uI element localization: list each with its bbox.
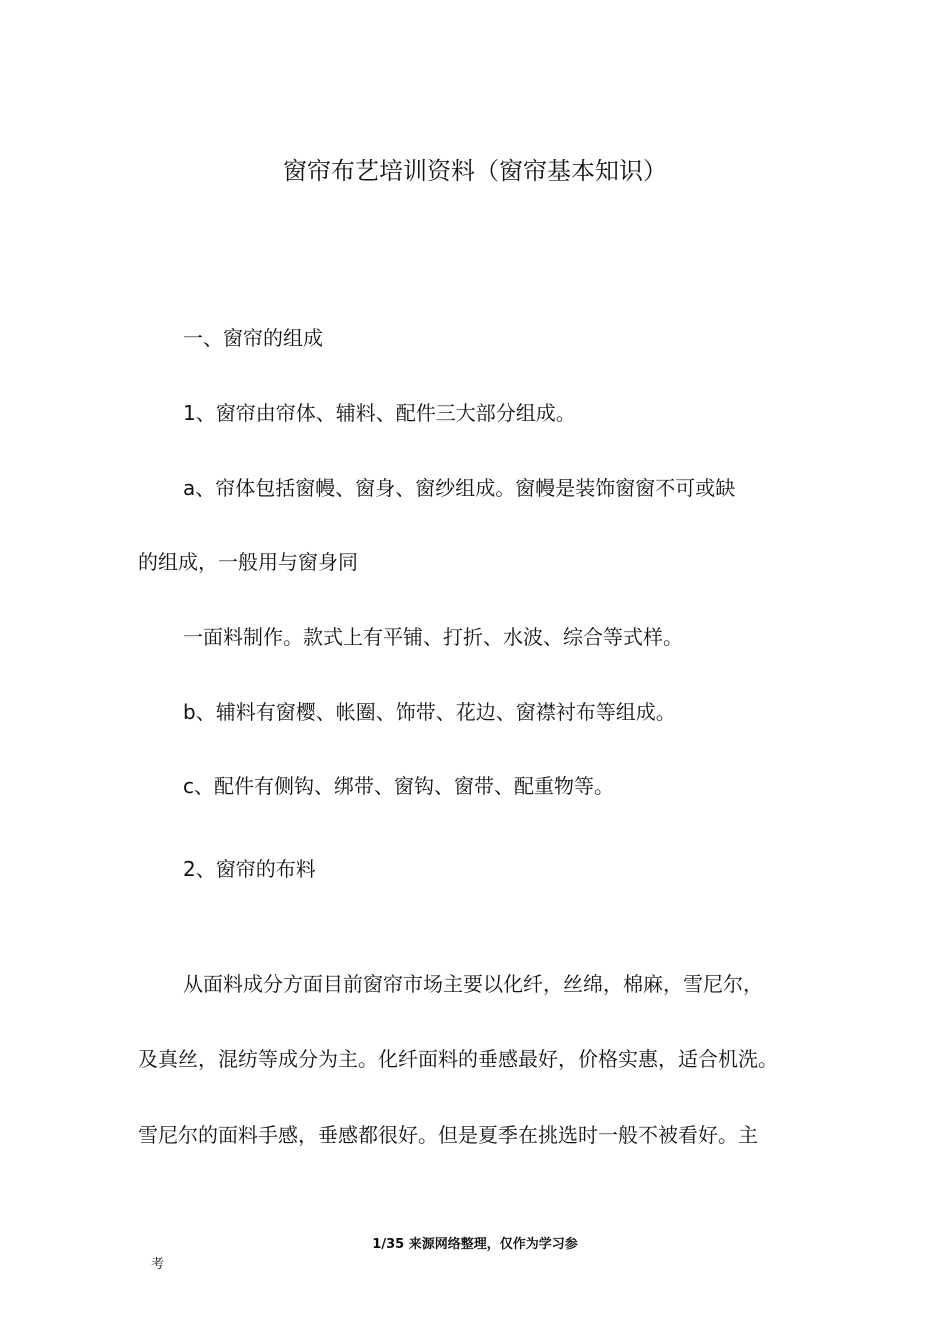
paragraph-line: a、帘体包括窗幔、窗身、窗纱组成。窗幔是装饰窗窗不可或缺 — [183, 476, 736, 500]
paragraph-line: 的组成，一般用与窗身同 — [138, 550, 358, 574]
document-title: 窗帘布艺培训资料（窗帘基本知识） — [283, 157, 667, 185]
paragraph-line: 及真丝，混纺等成分为主。化纤面料的垂感最好，价格实惠，适合机洗。 — [138, 1047, 778, 1071]
page-footer: 1/35 来源网络整理，仅作为学习参 — [372, 1237, 578, 1252]
paragraph-line: 一面料制作。款式上有平铺、打折、水波、综合等式样。 — [183, 625, 683, 649]
paragraph-line: 雪尼尔的面料手感，垂感都很好。但是夏季在挑选时一般不被看好。主 — [138, 1123, 758, 1147]
paragraph-line: 1、窗帘由帘体、辅料、配件三大部分组成。 — [183, 401, 576, 425]
paragraph-line: 从面料成分方面目前窗帘市场主要以化纤，丝绵，棉麻，雪尼尔， — [183, 972, 763, 996]
paragraph-line: b、辅料有窗樱、帐圈、饰带、花边、窗襟衬布等组成。 — [183, 700, 676, 724]
paragraph-line: c、配件有侧钩、绑带、窗钩、窗带、配重物等。 — [183, 774, 614, 798]
section-heading: 2、窗帘的布料 — [183, 857, 316, 881]
page-footer-continuation: 考 — [151, 1257, 165, 1272]
section-heading: 一、窗帘的组成 — [183, 326, 323, 350]
